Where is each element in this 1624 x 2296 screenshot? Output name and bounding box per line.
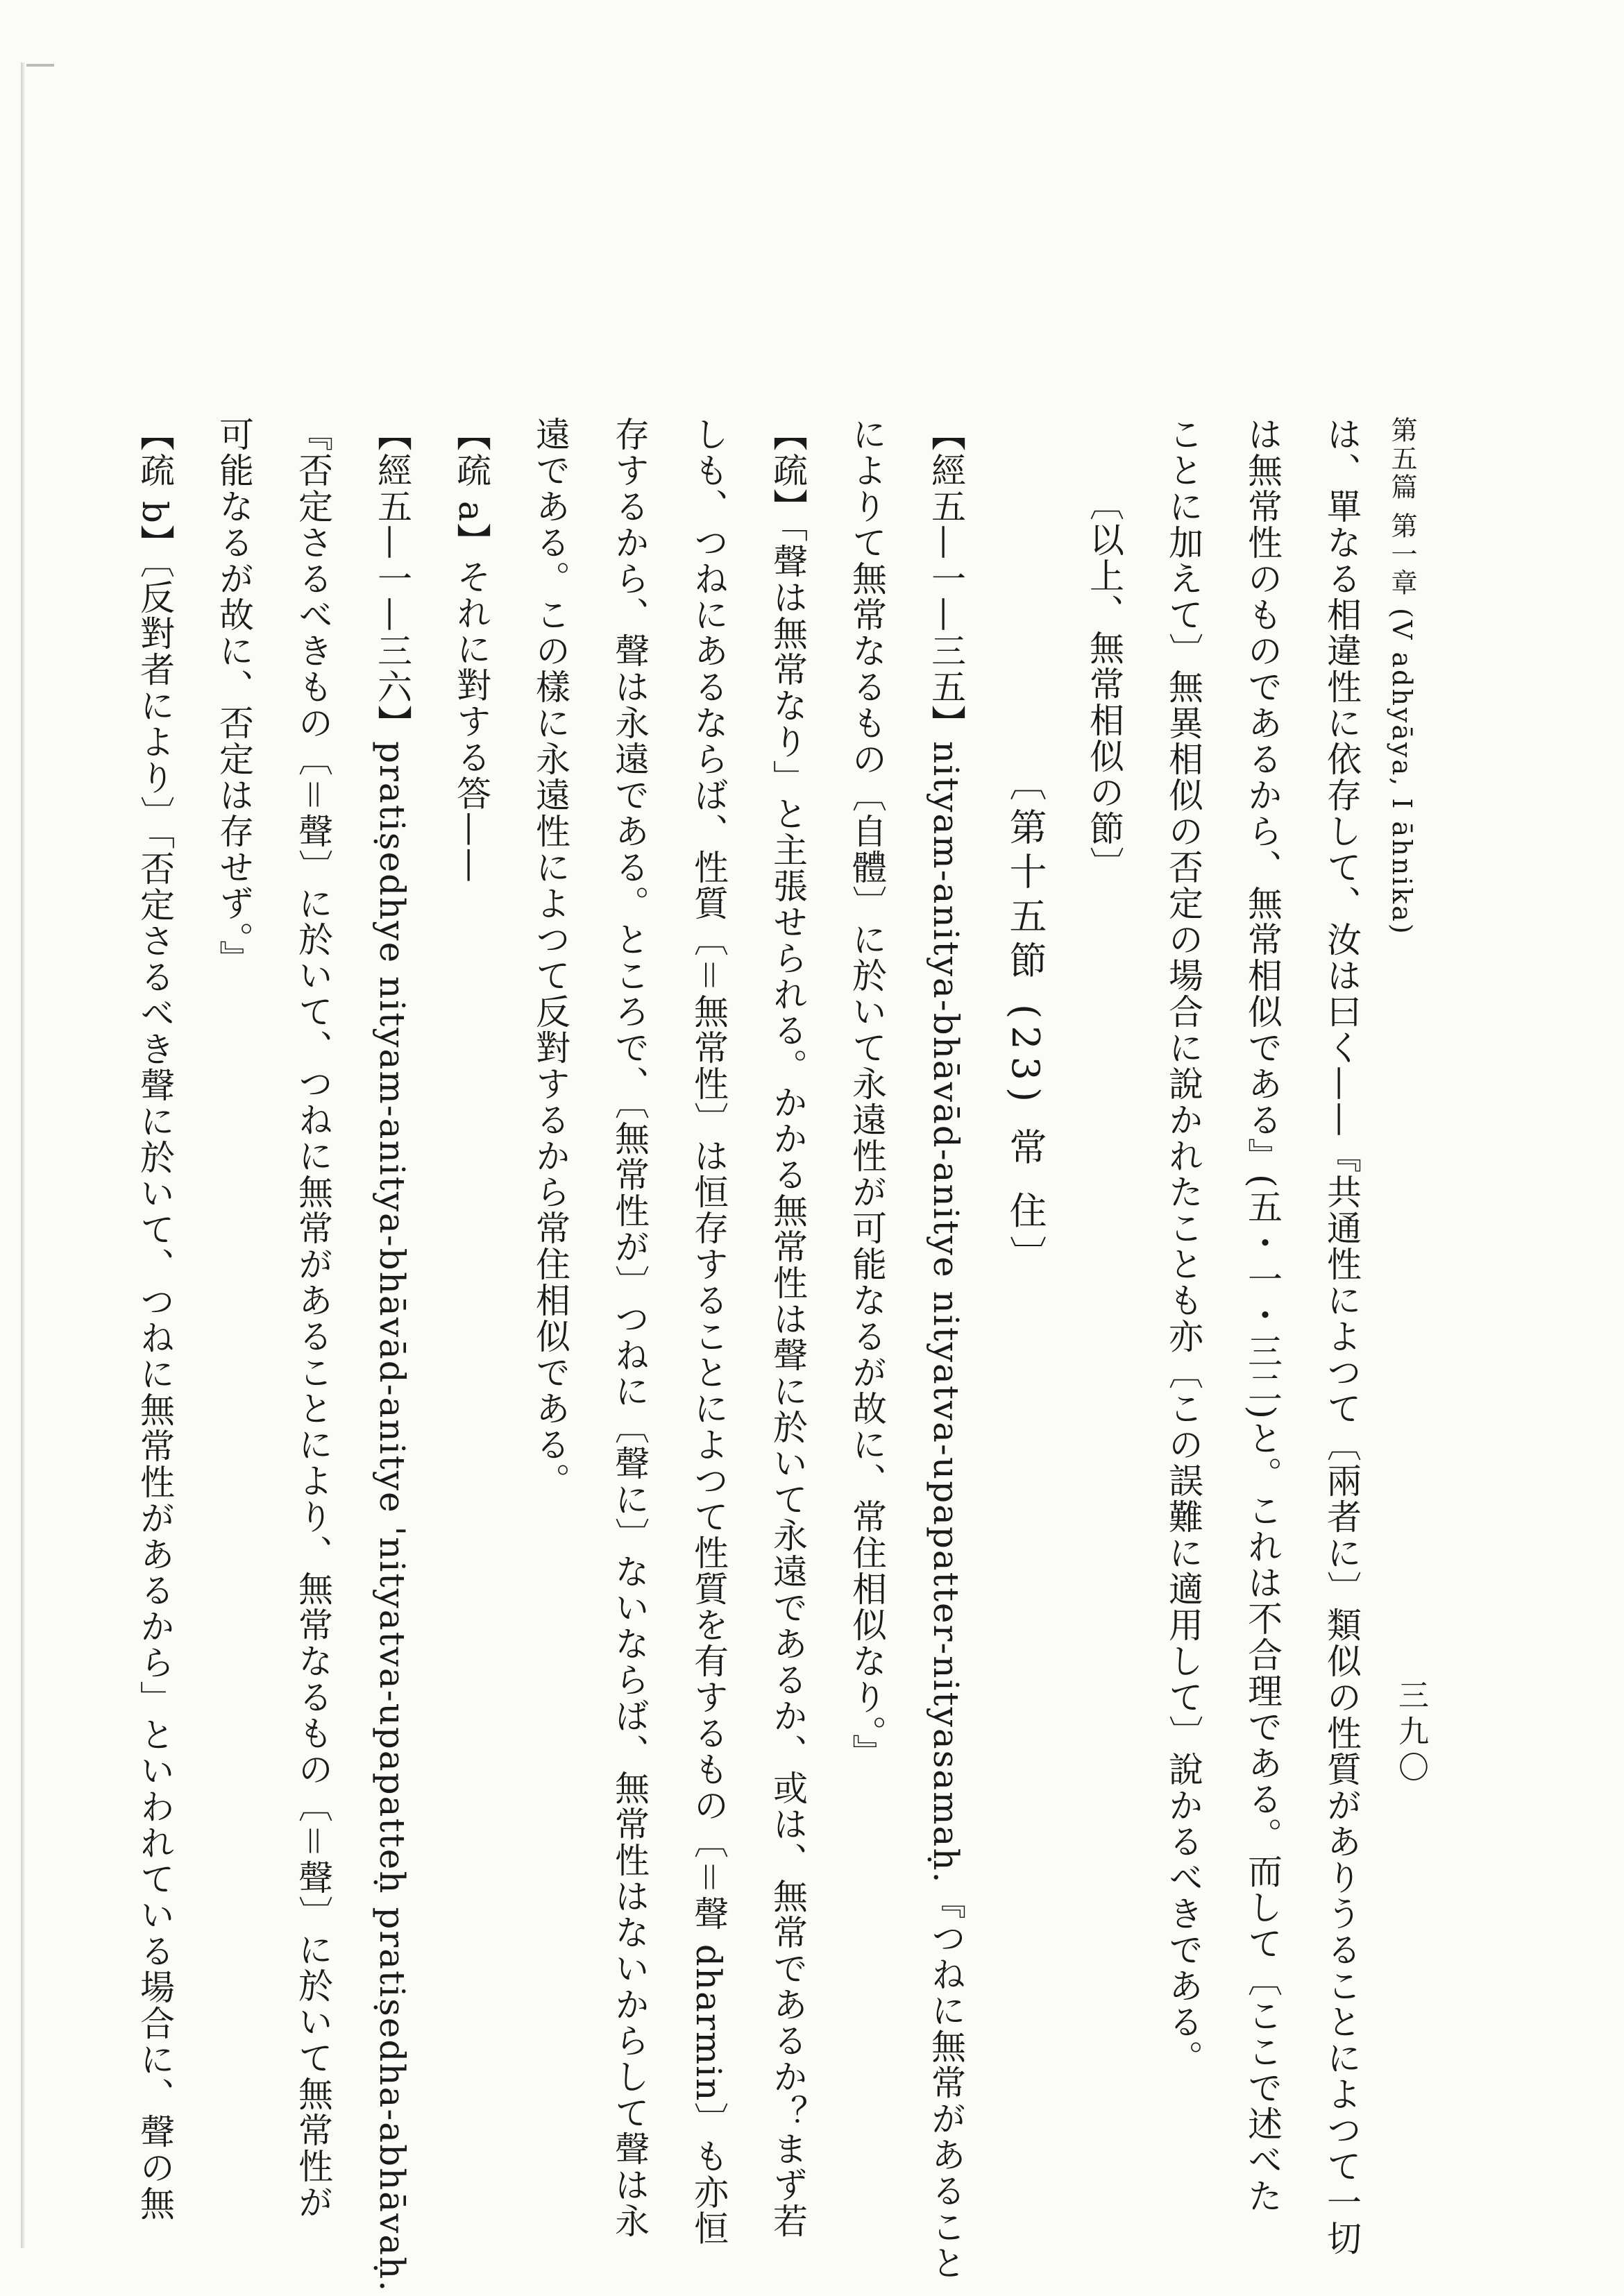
text-line: 【疏 a】それに對する答——	[451, 416, 491, 884]
text-line: 【經五—一—三六】pratiṣedhye nityam-anitya-bhāvād-anitye 'nityatva-upapatteḥ pratiṣedha-abhāvaḥ.	[372, 416, 412, 2293]
text-line: によりて無常なるもの〔自體〕に於いて永遠性が可能なるが故に、常住相似なり。』	[847, 416, 887, 1770]
text-line: 『否定さるべきもの〔＝聲〕に於いて、つねに無常があることにより、無常なるもの〔＝聲〕に於いて無常性が	[293, 416, 333, 2220]
text-line: は無常性のものであるから、無常相似である』(五・一・三二)と。これは不合理である。而して〔ここで述べた	[1242, 416, 1283, 2215]
text-line: 〔以上、無常相似の節〕	[1084, 486, 1124, 883]
text-line: 可能なるが故に、否定は存せず。』	[214, 416, 254, 976]
scan-mark	[26, 64, 54, 67]
scan-binding-edge	[21, 62, 25, 2248]
running-header: 第五篇 第一章 (V adhyāya, I āhnika)	[1387, 416, 1417, 936]
page-number: 三九〇	[1393, 1679, 1428, 1787]
text-line: は、單なる相違性に依存して、汝は曰く——『共通性によつて〔兩者に〕類似の性質がありうることによつて一切	[1321, 416, 1362, 2256]
text-line: しも、つねにあるならば、性質〔＝無常性〕は恒存することによつて性質を有するもの〔＝聲 dharmin〕も亦恒	[688, 416, 729, 2247]
text-line: 遠である。この樣に永遠性によつて反對するから常住相似である。	[530, 416, 570, 1499]
section-heading: 〔第十五節 (23) 常 住〕	[1004, 763, 1047, 1280]
text-line: ことに加えて〕無異相似の否定の場合に說かれたことも亦〔この誤難に適用して〕說かるべきである。	[1163, 416, 1203, 2076]
text-line: 【疏 b】〔反對者により〕「否定さるべき聲に於いて、つねに無常性があるから」といわれている場合に、聲の無	[135, 416, 175, 2222]
body-text	[115, 416, 1381, 2293]
text-line: 【疏】「聲は無常なり」と主張せられる。かかる無常性は聲に於いて永遠であるか、或は、無常であるか？まず若	[768, 416, 808, 2239]
text-line: 【經五—一—三五】nityam-anitya-bhāvād-anitye nityatva-upapatter-nityasamaḥ.『つねに無常があること	[926, 416, 966, 2281]
text-line: 存するから、聲は永遠である。ところで、〔無常性が〕つねに〔聲に〕ないならば、無常性はないからして聲は永	[609, 416, 650, 2239]
